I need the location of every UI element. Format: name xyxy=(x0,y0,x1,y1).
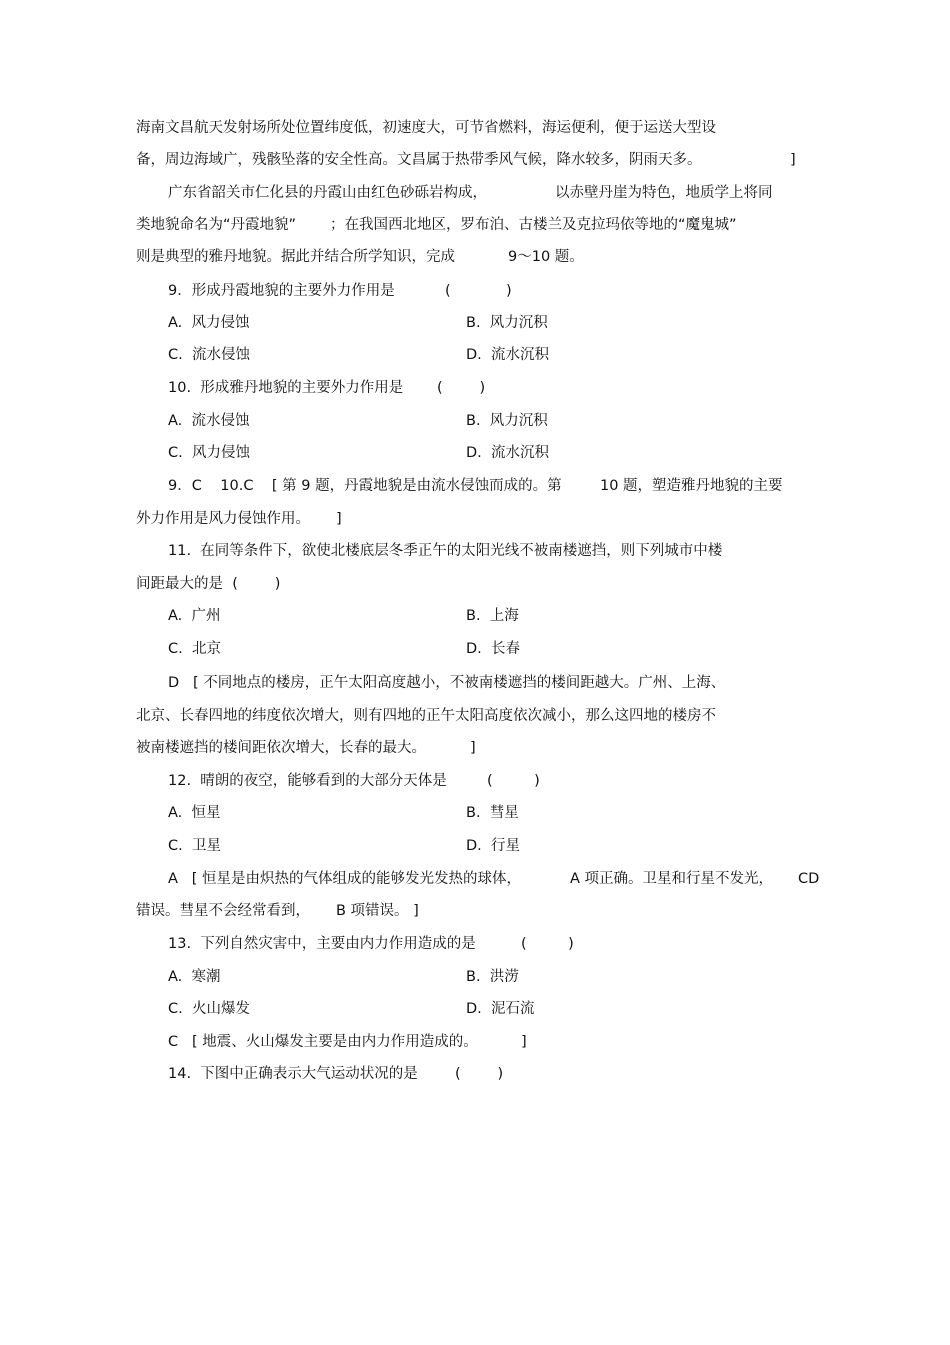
question-stem: 14. 下图中正确表示大气运动状况的是 xyxy=(168,1066,418,1082)
bracket: ] xyxy=(790,152,796,168)
answer-text: CD xyxy=(798,871,820,887)
answer-paren: ( ) xyxy=(455,1066,504,1082)
option-a: A. 寒潮 xyxy=(168,969,221,985)
text-line: 备，周边海域广，残骸坠落的安全性高。文昌属于热带季风气候，降水较多，阴雨天多。 xyxy=(136,152,702,168)
option-b: B. 风力沉积 xyxy=(466,413,548,429)
option-b: B. 上海 xyxy=(466,608,519,624)
option-b: B. 彗星 xyxy=(466,805,519,821)
text-line: 9～10 题。 xyxy=(508,249,584,265)
text-line: 以赤壁丹崖为特色，地质学上将同 xyxy=(555,185,773,201)
option-d: D. 流水沉积 xyxy=(466,445,549,461)
option-b: B. 洪涝 xyxy=(466,969,519,985)
question-stem: 10. 形成雅丹地貌的主要外力作用是 xyxy=(168,380,404,396)
option-d: D. 长春 xyxy=(466,641,520,657)
answer-text: 被南楼遮挡的楼间距依次增大，长春的最大。 xyxy=(136,740,426,756)
answer-text: 错误。彗星不会经常看到， xyxy=(136,903,310,919)
text-line: ；在我国西北地区，罗布泊、古楼兰及克拉玛依等地的“魔鬼城” xyxy=(330,217,737,233)
text-line: 则是典型的雅丹地貌。据此并结合所学知识，完成 xyxy=(136,249,455,265)
question-stem: 9．形成丹霞地貌的主要外力作用是 xyxy=(168,283,395,299)
answer-text: 10 题，塑造雅丹地貌的主要 xyxy=(600,478,783,494)
answer-paren: ( ) xyxy=(487,773,540,789)
text-line: 海南文昌航天发射场所处位置纬度低，初速度大，可节省燃料，海运便利，便于运送大型设 xyxy=(136,120,716,136)
option-c: C. 火山爆发 xyxy=(168,1001,250,1017)
answer-text: C [ 地震、火山爆发主要是由内力作用造成的。 xyxy=(168,1034,478,1050)
answer-paren: ( ) xyxy=(521,936,574,952)
option-d: D. 行星 xyxy=(466,838,520,854)
option-a: A. 风力侵蚀 xyxy=(168,315,250,331)
answer-text: 北京、长春四地的纬度依次增大，则有四地的正午太阳高度依次减小，那么这四地的楼房不 xyxy=(136,708,716,724)
option-b: B. 风力沉积 xyxy=(466,315,548,331)
bracket: ] xyxy=(470,740,476,756)
bracket: ] xyxy=(521,1034,527,1050)
option-c: C. 卫星 xyxy=(168,838,221,854)
option-a: A. 流水侵蚀 xyxy=(168,413,250,429)
answer-paren: ( ) xyxy=(445,283,512,299)
answer-text: A [ 恒星是由炽热的气体组成的能够发光发热的球体， xyxy=(168,871,522,887)
question-stem: 13. 下列自然灾害中，主要由内力作用造成的是 xyxy=(168,936,476,952)
bracket: ] xyxy=(336,511,342,527)
option-a: A. 广州 xyxy=(168,608,221,624)
question-stem: 11. 在同等条件下，欲使北楼底层冬季正午的太阳光线不被南楼遮挡，则下列城市中楼 xyxy=(168,543,723,559)
question-stem: 12. 晴朗的夜空，能够看到的大部分天体是 xyxy=(168,773,447,789)
option-c: C. 流水侵蚀 xyxy=(168,347,250,363)
option-d: D. 流水沉积 xyxy=(466,347,549,363)
text-line: 类地貌命名为“丹霞地貌” xyxy=(136,217,297,233)
answer-text: B 项错误。 ] xyxy=(336,903,419,919)
option-c: C. 风力侵蚀 xyxy=(168,445,250,461)
answer-text: 9．C 10.C [ 第 9 题，丹霞地貌是由流水侵蚀而成的。第 xyxy=(168,478,562,494)
option-d: D. 泥石流 xyxy=(466,1001,535,1017)
answer-text: D [ 不同地点的楼房，正午太阳高度越小，不被南楼遮挡的楼间距越大。广州、上海、 xyxy=(168,675,726,691)
answer-paren: ( ) xyxy=(437,380,486,396)
text-line: 广东省韶关市仁化县的丹霞山由红色砂砾岩构成， xyxy=(168,185,487,201)
option-a: A. 恒星 xyxy=(168,805,221,821)
answer-text: 外力作用是风力侵蚀作用。 xyxy=(136,511,310,527)
answer-text: A 项正确。卫星和行星不发光， xyxy=(570,871,774,887)
option-c: C. 北京 xyxy=(168,641,221,657)
question-stem: 间距最大的是 ( ) xyxy=(136,576,281,592)
